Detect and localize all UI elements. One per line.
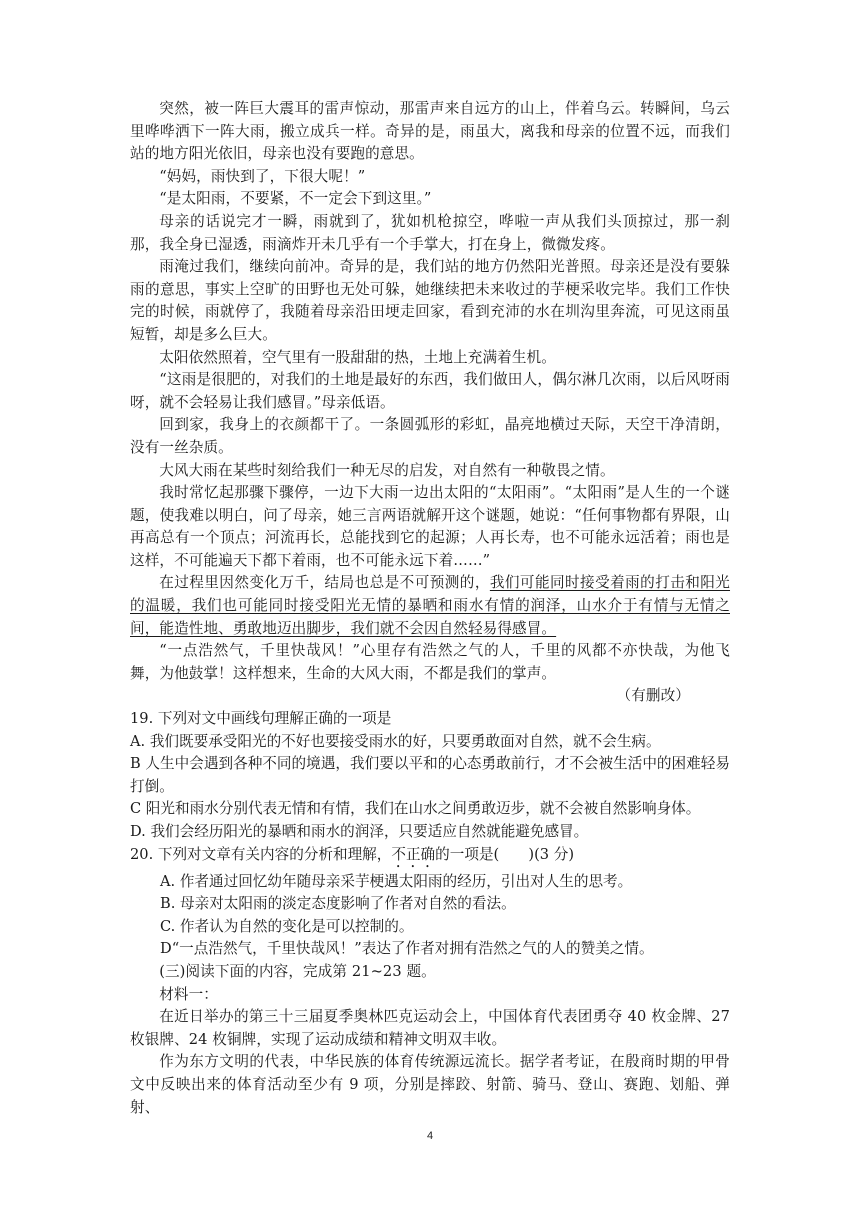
underlined-sentence: 我们可能同时接受着雨的打击和阳光的温暖，我们也可能同时接受阳光无情的暴晒和雨水有情的润泽，山水介于有情与无情之间，能造性地、勇敢地迈出脚步，我们就不会因自然轻易得感冒。: [130, 574, 731, 637]
paragraph: 回到家，我身上的衣颜都干了。一条圆弧形的彩虹，晶亮地横过天际，天空干净清朗，没有一丝杂质。: [130, 416, 730, 456]
question-20-option-a: A. 作者通过回忆幼年随母亲采芋梗遇太阳雨的经历，引出对人生的思考。: [160, 872, 633, 890]
section-heading: (三)阅读下面的内容，完成第 21~23 题。: [159, 962, 436, 980]
paragraph-with-underline: [130, 572, 730, 640]
question-19-option-b: B 人生中会遇到各种不同的境遇，我们要以平和的心态勇敢前行，才不会被生活中的困难轻易打倒。: [130, 755, 730, 795]
paragraph: “一点浩然气，千里快哉风！”心里存有浩然之气的人，千里的风都不亦快哉，为他飞舞，为他鼓掌！这样想来，生命的大风大雨，不都是我们的掌声。: [130, 642, 730, 682]
material-label: 材料一：: [159, 985, 218, 1003]
question-20-option-d: D“一点浩然气，千里快哉风！”表达了作者对拥有浩然之气的人的赞美之情。: [160, 940, 654, 958]
question-20-stem: [130, 844, 730, 871]
question-20-stem-text: 20. 下列对文章有关内容的分析和理解，: [130, 845, 392, 863]
paragraph-text: 在过程里因然变化万千，结局也总是不可预测的，: [159, 574, 490, 592]
question-19-option-d: D. 我们会经历阳光的暴晒和雨水的润泽，只要适应自然就能避免感冒。: [130, 823, 589, 840]
emphasis-text: 不正确: [391, 845, 436, 863]
question-19-option-c: C 阳光和雨水分别代表无情和有情，我们在山水之间勇敢迈步，就不会被自然影响身体。: [130, 800, 701, 818]
question-20-option-c: C. 作者认为自然的变化是可以控制的。: [160, 917, 414, 935]
question-20-option-b: B. 母亲对太阳雨的淡定态度影响了作者对自然的看法。: [160, 895, 516, 913]
paragraph: “妈妈，雨快到了，下很大呢！”: [159, 167, 366, 185]
source-note: （有删改）: [616, 687, 690, 705]
document-page: [130, 98, 730, 1119]
paragraph: 在近日举办的第三十三届夏季奥林匹克运动会上，中国体育代表团勇夺 40 枚金牌、27 枚银牌、24 枚铜牌，实现了运动成绩和精神文明双丰收。: [130, 1008, 730, 1048]
paragraph: 雨淹过我们，继续向前冲。奇异的是，我们站的地方仍然阳光普照。母亲还是没有要躲雨的意思，事实上空旷的田野也无处可躲，她继续把未来收过的芋梗采收完毕。我们工作快完的时候，雨就停了，我随着母亲沿田埂走回家，看到充沛的水在圳沟里奔流，可见这雨虽短暂，却是多么巨大。: [130, 258, 730, 343]
question-20-stem-text: 的一项是( )(3 分): [435, 845, 575, 863]
page-number: 4: [426, 1130, 434, 1142]
paragraph: 大风大雨在某些时刻给我们一种无尽的启发，对自然有一种敬畏之情。: [159, 461, 615, 479]
paragraph: 突然，被一阵巨大震耳的雷声惊动，那雷声来自远方的山上，伴着乌云。转瞬间，乌云里哗哗洒下一阵大雨，搬立成兵一样。奇异的是，雨虽大，离我和母亲的位置不远，而我们站的地方阳光依旧，母亲也没有要跑的意思。: [130, 100, 730, 163]
question-19-option-a: A. 我们既要承受阳光的不好也要接受雨水的好，只要勇敢面对自然，就不会生病。: [130, 732, 661, 750]
question-19-stem: 19. 下列对文中画线句理解正确的一项是: [130, 710, 392, 728]
paragraph: “是太阳雨，不要紧，不一定会下到这里。”: [159, 190, 432, 208]
paragraph: 太阳依然照着，空气里有一股甜甜的热，土地上充满着生机。: [159, 348, 556, 366]
paragraph: “这雨是很肥的，对我们的土地是最好的东西，我们做田人，偶尔淋几次雨，以后风呀雨呀，就不会轻易让我们感冒。”母亲低语。: [130, 371, 730, 411]
paragraph: 母亲的话说完才一瞬，雨就到了，犹如机枪掠空，哗啦一声从我们头顶掠过，那一刹那，我全身已湿透，雨滴炸开未几乎有一个手掌大，打在身上，微微发疼。: [130, 212, 730, 253]
paragraph: 我时常忆起那骤下骤停，一边下大雨一边出太阳的“太阳雨”。“太阳雨”是人生的一个谜题，使我难以明白，问了母亲，她三言两语就解开这个谜题，她说：“任何事物都有界限，山再高总有一个顶点；河流再长，总能找到它的起源；人再长寿，也不可能永远活着；雨也是这样，不可能遍天下都下着雨，也不可能永远下着……”: [130, 484, 730, 569]
paragraph: 作为东方文明的代表，中华民族的体育传统源远流长。据学者考证，在殷商时期的甲骨文中反映出来的体育活动至少有 9 项，分别是摔跤、射箭、骑马、登山、赛跑、划船、弹射、: [130, 1053, 730, 1116]
